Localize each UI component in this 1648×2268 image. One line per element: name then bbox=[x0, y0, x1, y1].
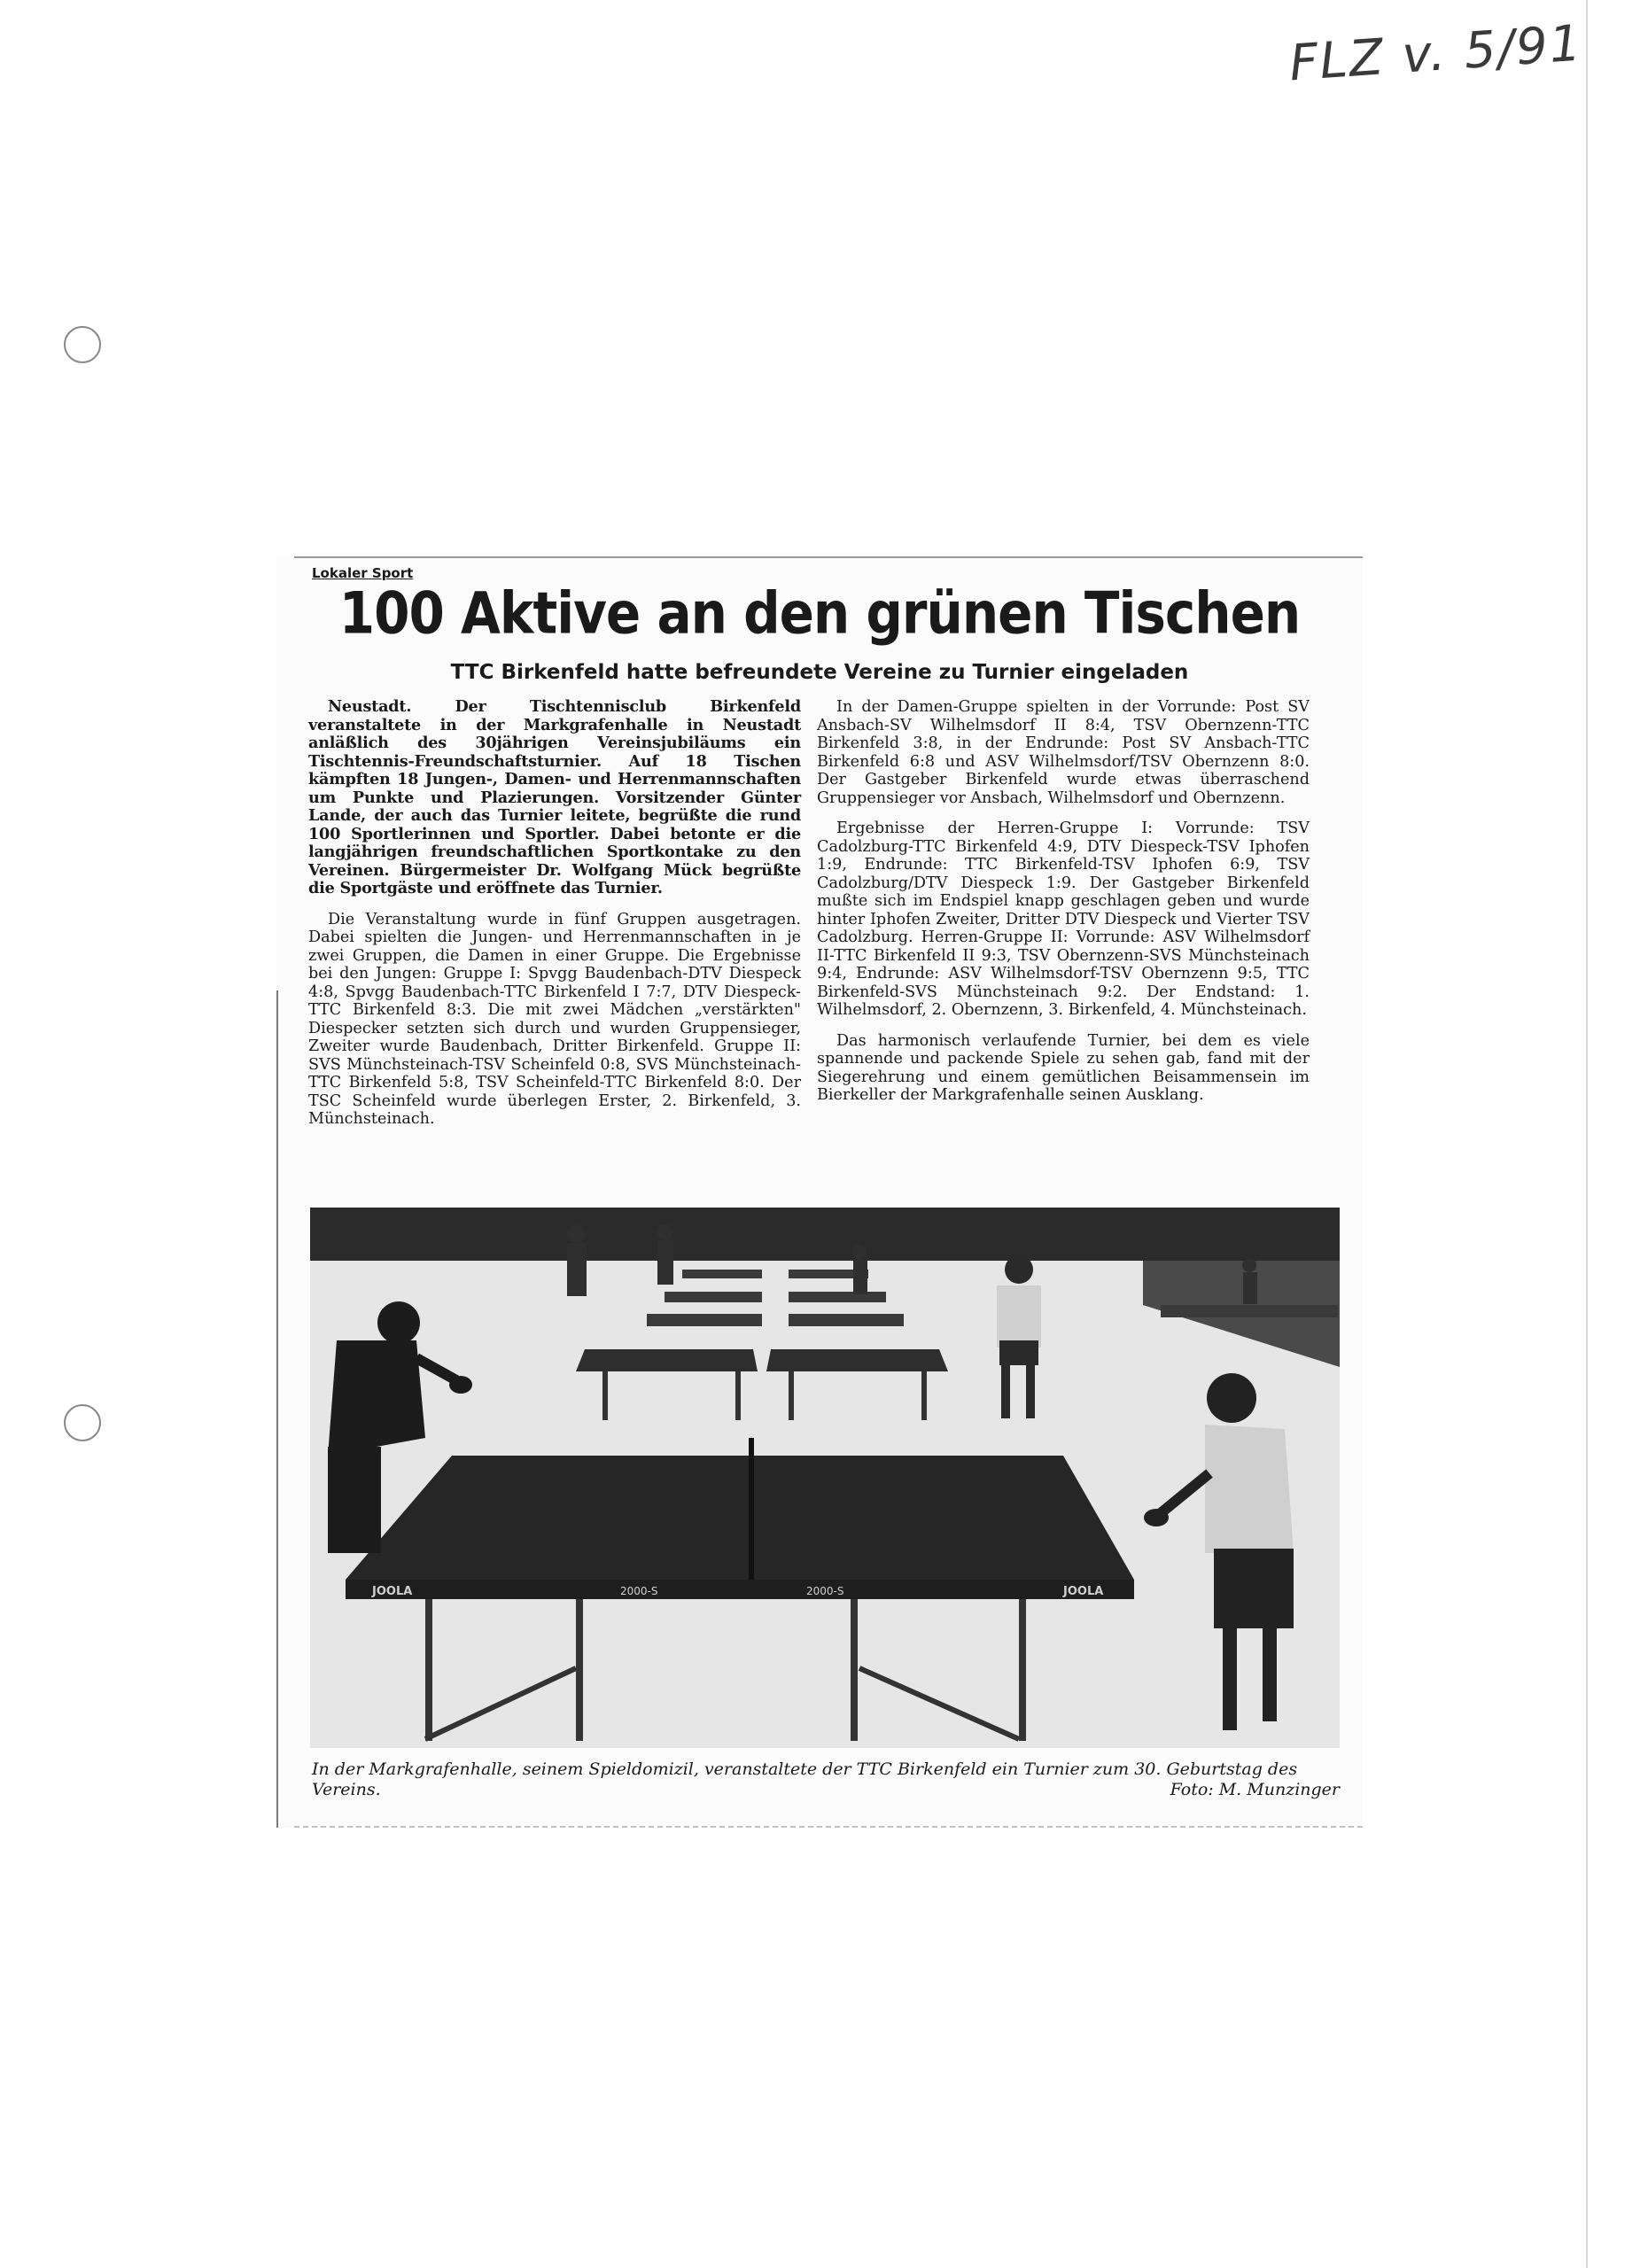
caption-text: In der Markgrafenhalle, seinem Spieldomizil, veranstaltete der TTC Birkenfeld ein Turnier zum 30. Geburtstag des Vereins. bbox=[312, 1759, 1298, 1799]
hall-back-wall bbox=[310, 1208, 1340, 1261]
photo-table-tennis-hall bbox=[310, 1208, 1340, 1748]
clipping-left-edge bbox=[276, 990, 278, 1828]
table-brand-right: JOOLA bbox=[1063, 1585, 1104, 1598]
article-paragraph-3: Ergebnisse der Herren-Gruppe I: Vorrunde: TSV Cadolzburg-TTC Birkenfeld 4:9, DTV Diespeck-TSV Iphofen 1:9, Endrunde: TTC Birkenfeld-TSV Iphofen 6:9, TSV Cadolzburg/DTV Diespeck 1:9. Der Gastgeber Birkenfeld mußte sich im Endspiel knapp geschlagen geben und wurde hinter Iphofen Zweiter, Dritter DTV Diespeck und Vierter TSV Cadolzburg. Herren-Gruppe II: Vorrunde: ASV Wilhelmsdorf II-TTC Birkenfeld II 9:3, TSV Obernzenn-SVS Münchsteinach 9:4, Endrunde: ASV Wilhelmsdorf-TSV Obernzenn 9:5, TTC Birkenfeld-SVS Münchsteinach 9:2. Der Endstand: 1. Wilhelmsdorf, 2. Obernzenn, 3. Birkenfeld, 4. Münchsteinach. bbox=[817, 819, 1310, 1019]
article-photo bbox=[310, 1208, 1340, 1748]
article-paragraph-4: Das harmonisch verlaufende Turnier, bei dem es viele spannende und packende Spiele zu sehen gab, fand mit der Siegerehrung und einem gemütlichen Beisammensein im Bierkeller der Markgrafenhalle seinen Ausklang. bbox=[817, 1031, 1310, 1104]
newspaper-clipping bbox=[276, 556, 1363, 1828]
article-lead: Neustadt. Der Tischtennisclub Birkenfeld veranstaltete in der Markgrafenhalle in Neustadt anläßlich des 30jährigen Vereinsjubiläums ein Tischtennis-Freundschaftsturnier. Auf 18 Tischen kämpften 18 Jungen-, Damen- und Herrenmannschaften um Punkte und Plazierungen. Vorsitzender Günter Lande, der auch das Turnier leitete, begrüßte die rund 100 Sportlerinnen und Sportler. Dabei betonte er die langjährigen freundschaftlichen Sportkontake zu den Vereinen. Bürgermeister Dr. Wolfgang Mück begrüßte die Sportgäste und eröffnete das Turnier. bbox=[308, 697, 801, 897]
punch-hole-bottom bbox=[64, 1404, 101, 1441]
article-column-right bbox=[817, 698, 1310, 1117]
punch-hole-top bbox=[64, 326, 101, 363]
clipping-top-edge bbox=[294, 556, 1363, 558]
table-model-right: 2000-S bbox=[806, 1585, 844, 1597]
headline: 100 Aktive an den grünen Tischen bbox=[338, 579, 1301, 648]
article-paragraph-1: Die Veranstaltung wurde in fünf Gruppen ausgetragen. Dabei spielten die Jungen- und Herrenmannschaften in je zwei Gruppen, die Damen in einer Gruppe. Die Ergebnisse bei den Jungen: Gruppe I: Spvgg Baudenbach-DTV Diespeck 4:8, Spvgg Baudenbach-TTC Birkenfeld I 7:7, DTV Diespeck-TTC Birkenfeld 8:3. Die mit zwei Mädchen „verstärkten" Diespecker setzten sich durch und wurden Gruppensieger, Zweiter wurde Baudenbach, Dritter Birkenfeld. Gruppe II: SVS Münchsteinach-TSV Scheinfeld 0:8, SVS Münchsteinach-TTC Birkenfeld 5:8, TSV Scheinfeld-TTC Birkenfeld 8:0. Der TSC Scheinfeld wurde überlegen Erster, 2. Birkenfeld, 3. Münchsteinach. bbox=[308, 910, 801, 1128]
section-rubric: Lokaler Sport bbox=[312, 565, 414, 581]
table-net bbox=[749, 1438, 754, 1588]
photo-credit: Foto: M. Munzinger bbox=[1170, 1780, 1340, 1799]
article-paragraph-2: In der Damen-Gruppe spielten in der Vorrunde: Post SV Ansbach-SV Wilhelmsdorf II 8:4, TSV Obernzenn-TTC Birkenfeld 3:8, in der Endrunde: Post SV Ansbach-TTC Birkenfeld 6:8 und ASV Wilhelmsdorf/TSV Obernzenn 8:0. Der Gastgeber Birkenfeld wurde etwas überraschend Gruppensieger vor Ansbach, Wilhelmsdorf und Obernzenn. bbox=[817, 698, 1310, 807]
table-brand-left: JOOLA bbox=[372, 1585, 413, 1598]
photo-caption bbox=[312, 1759, 1340, 1800]
table-model-left: 2000-S bbox=[620, 1585, 658, 1597]
article-column-left bbox=[308, 698, 801, 1141]
clipping-bottom-edge bbox=[294, 1825, 1363, 1828]
subheadline: TTC Birkenfeld hatte befreundete Vereine zu Turnier eingeladen bbox=[450, 661, 1189, 684]
page-edge bbox=[1586, 0, 1588, 2268]
handwritten-note: FLZ v. 5/91 bbox=[1287, 14, 1585, 93]
